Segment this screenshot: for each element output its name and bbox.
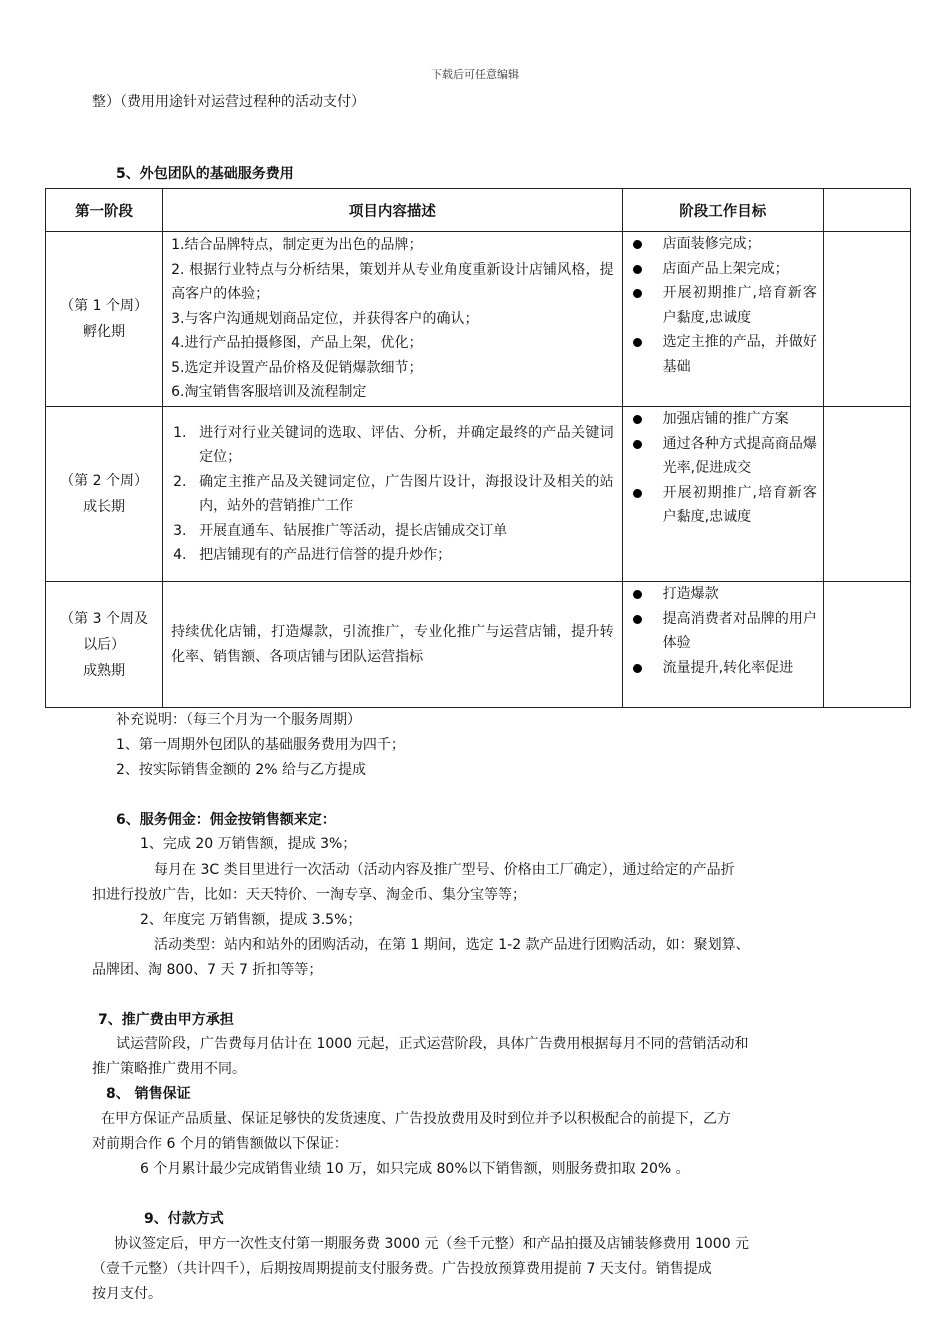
bullet-icon <box>633 338 642 347</box>
section8-line: 对前期合作 6 个月的销售额做以下保证： <box>92 1136 348 1152</box>
section6-line: 1、完成 20 万销售额，提成 3%； <box>140 836 357 852</box>
section9-line: 按月支付。 <box>92 1286 162 1302</box>
bullet-icon <box>633 590 642 599</box>
section8-line: 6 个月累计最少完成销售业绩 10 万，如只完成 80%以下销售额，则服务费扣取 20% 。 <box>140 1161 690 1177</box>
section6-line: 活动类型：站内和站外的团购活动，在第 1 期间，选定 1-2 款产品进行团购活动，如：聚划算、 <box>154 937 750 953</box>
bullet-icon <box>633 440 642 449</box>
goal-item: 开展初期推广,培育新客户黏度,忠诚度 <box>623 481 817 530</box>
goals-cell <box>622 232 823 407</box>
bullet-icon <box>633 289 642 298</box>
note-line: 补充说明：（每三个月为一个服务周期） <box>116 712 361 728</box>
section6-line: 每月在 3C 类目里进行一次活动（活动内容及推广型号、价格由工厂确定），通过给定的产品折 <box>154 862 735 878</box>
list-item: 4. 把店铺现有的产品进行信誉的提升炒作； <box>173 547 452 563</box>
section9-line: （壹千元整）（共计四千），后期按周期提前支付服务费。广告投放预算费用提前 7 天支付。销售提成 <box>92 1261 712 1277</box>
goal-item: 店面产品上架完成； <box>623 257 817 282</box>
bullet-icon <box>633 664 642 673</box>
goals-cell <box>622 407 823 582</box>
header-empty <box>823 189 910 232</box>
table-header-row <box>46 189 911 232</box>
bullet-icon <box>633 415 642 424</box>
header-stage: 第一阶段 <box>46 189 163 232</box>
empty-cell <box>823 407 910 582</box>
phase-name: 孵化期 <box>83 324 126 340</box>
section9-title: 9、付款方式 <box>144 1211 224 1227</box>
section6-line: 品牌团、淘 800、7 天 7 折扣等等； <box>92 962 323 978</box>
bullet-icon <box>633 240 642 249</box>
bullet-icon <box>633 615 642 624</box>
phase-cell <box>46 232 163 407</box>
list-item: 4.进行产品拍摄修图，产品上架，优化； <box>171 335 423 352</box>
note-line: 2、按实际销售金额的 2% 给与乙方提成 <box>116 762 367 778</box>
section8-title: 8、 销售保证 <box>106 1086 191 1102</box>
list-item: 6.淘宝销售客服培训及流程制定 <box>171 384 367 401</box>
list-item: 3. 开展直通车、钻展推广等活动，提长店铺成交订单 <box>173 522 508 539</box>
goal-item: 开展初期推广,培育新客户黏度,忠诚度 <box>623 281 817 330</box>
section6-line: 2、年度完 万销售额，提成 3.5%； <box>140 912 362 928</box>
header-goal: 阶段工作目标 <box>622 189 823 232</box>
list-item: 1.结合品牌特点，制定更为出色的品牌； <box>171 237 423 254</box>
phase-label: （第 2 个周） <box>60 473 148 489</box>
phase-label: 以后） <box>83 636 126 653</box>
goal-item: 提高消费者对品牌的用户体验 <box>623 607 817 656</box>
phase-label: （第 1 个周） <box>60 298 148 314</box>
section7-line: 推广策略推广费用不同。 <box>92 1061 246 1077</box>
table-row <box>46 582 911 708</box>
section5-title: 5、外包团队的基础服务费用 <box>116 166 294 182</box>
empty-cell <box>823 232 910 407</box>
phase-label: （第 3 个周及 <box>60 610 148 627</box>
list-item: 2. 根据行业特点与分析结果，策划并从专业角度重新设计店铺风格，提高客户的体验； <box>171 261 614 303</box>
list-item: 5.选定并设置产品价格及促销爆款细节； <box>171 359 423 376</box>
phase-cell <box>46 582 163 708</box>
note-line: 1、第一周期外包团队的基础服务费用为四千； <box>116 737 405 753</box>
bullet-icon <box>633 265 642 274</box>
description-cell <box>163 582 623 708</box>
goal-item: 流量提升,转化率促进 <box>623 656 817 681</box>
section7-line: 试运营阶段，广告费每月估计在 1000 元起，正式运营阶段，具体广告费用根据每月不同的营销活动和 <box>116 1036 749 1052</box>
goal-item: 店面装修完成； <box>623 232 817 257</box>
section8-line: 在甲方保证产品质量、保证足够快的发货速度、广告投放费用及时到位并予以积极配合的前提下，乙方 <box>101 1111 731 1127</box>
phase-name: 成熟期 <box>83 662 126 679</box>
list-item: 3.与客户沟通规划商品定位，并获得客户的确认； <box>171 310 479 327</box>
header-content: 项目内容描述 <box>163 189 623 232</box>
page-header: 下载后可任意编辑 <box>431 68 519 81</box>
list-item: 2. 确定主推产品及关键词定位，广告图片设计，海报设计及相关的站内，站外的营销推广工作 <box>173 473 614 514</box>
section7-title: 7、推广费由甲方承担 <box>98 1012 234 1028</box>
empty-cell <box>823 582 910 708</box>
table-row <box>46 232 911 407</box>
section6-line: 扣进行投放广告，比如：天天特价、一淘专享、淘金币、集分宝等等； <box>92 887 526 903</box>
section6-title: 6、服务佣金：佣金按销售额来定： <box>116 812 336 828</box>
bullet-icon <box>633 489 642 498</box>
intro-line: 整）（费用用途针对运营过程种的活动支付） <box>92 94 365 110</box>
description-cell <box>163 232 623 407</box>
list-item: 1. 进行对行业关键词的选取、评估、分析，并确定最终的产品关键词定位； <box>173 424 614 465</box>
description-cell <box>163 407 623 582</box>
table-row <box>46 407 911 582</box>
goal-item: 通过各种方式提高商品爆光率,促进成交 <box>623 432 817 481</box>
goal-item: 加强店铺的推广方案 <box>623 407 817 432</box>
service-fee-table <box>45 188 911 708</box>
goal-item: 打造爆款 <box>623 582 817 607</box>
description-text: 持续优化店铺，打造爆款，引流推广，专业化推广与运营店铺，提升转化率、销售额、各项店铺与团队运营指标 <box>171 624 614 665</box>
goals-cell <box>622 582 823 708</box>
goal-item: 选定主推的产品，并做好基础 <box>623 330 817 379</box>
phase-cell <box>46 407 163 582</box>
section9-line: 协议签定后，甲方一次性支付第一期服务费 3000 元（叁千元整）和产品拍摄及店铺装修费用 1000 元 <box>114 1236 750 1252</box>
phase-name: 成长期 <box>83 499 126 515</box>
